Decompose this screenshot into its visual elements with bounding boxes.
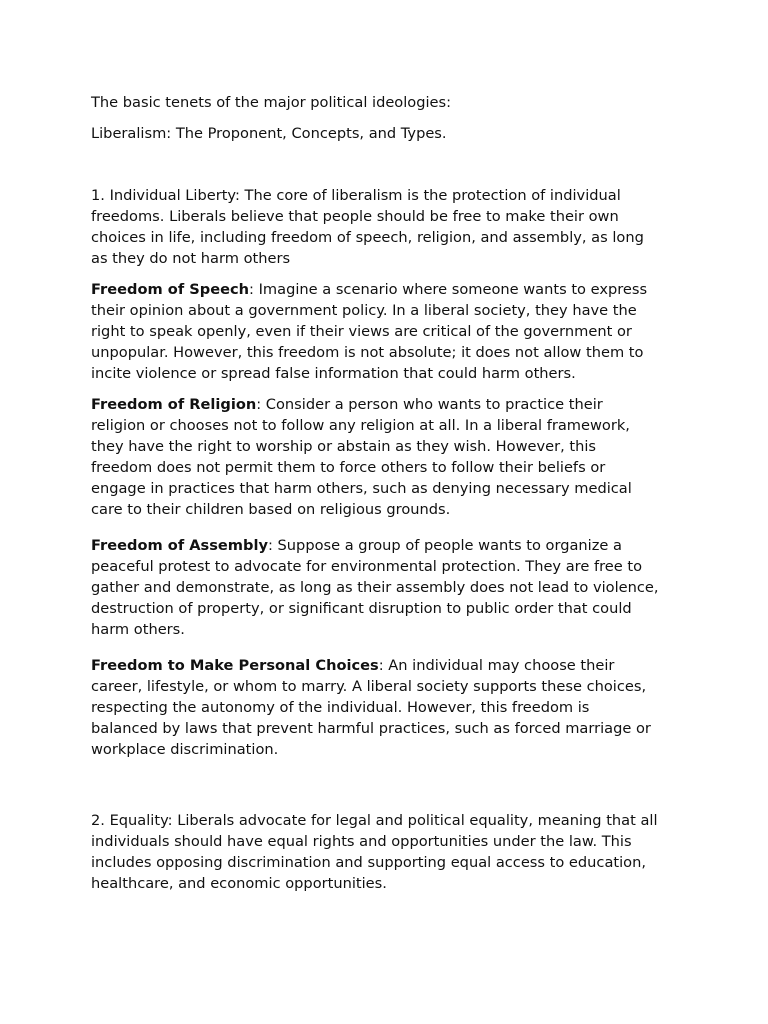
text-freedom-of-religion: : Consider a person who wants to practice their religion or chooses not to follow any religion at all. In a liberal framework, they have the right to worship or abstain as they wish. However, this freedom does not permit them to force others to follow their beliefs or engage in practices that harm others, such as denying necessary medical care to their children based on religious grounds. bbox=[91, 396, 632, 518]
term-freedom-personal-choices: Freedom to Make Personal Choices bbox=[91, 657, 379, 674]
term-freedom-of-speech: Freedom of Speech bbox=[91, 281, 250, 298]
text-freedom-personal-choices: : An individual may choose their career, lifestyle, or whom to marry. A liberal society supports these choices, respecting the autonomy of the individual. However, this freedom is balanced by laws that prevent harmful practices, such as forced marriage or workplace discrimination. bbox=[91, 657, 651, 758]
text-freedom-of-speech: : Imagine a scenario where someone wants to express their opinion about a government policy. In a liberal society, they have the right to speak openly, even if their views are critical of the government or unpopular. However, this freedom is not absolute; it does not allow them to incite violence or spread false information that could harm others. bbox=[91, 281, 648, 382]
paragraph-freedom-personal-choices bbox=[91, 655, 691, 760]
section-individual-liberty: 1. Individual Liberty: The core of liberalism is the protection of individual freedoms. Liberals believe that people should be free to make their own choices in life, including freedom of speech, religion, and assembly, as long as they do not harm others bbox=[91, 187, 644, 267]
paragraph-freedom-of-assembly bbox=[91, 535, 691, 640]
document-subheading: Liberalism: The Proponent, Concepts, and Types. bbox=[91, 125, 447, 142]
paragraph-freedom-of-religion bbox=[91, 394, 691, 520]
document-page bbox=[91, 92, 691, 894]
term-freedom-of-religion: Freedom of Religion bbox=[91, 396, 257, 413]
section-equality: 2. Equality: Liberals advocate for legal and political equality, meaning that all individuals should have equal rights and opportunities under the law. This includes opposing discrimination and supporting equal access to education, healthcare, and economic opportunities. bbox=[91, 812, 658, 892]
text-freedom-of-assembly: : Suppose a group of people wants to organize a peaceful protest to advocate for environmental protection. They are free to gather and demonstrate, as long as their assembly does not lead to violence, destruction of property, or significant disruption to public order that could harm others. bbox=[91, 537, 659, 638]
paragraph-freedom-of-speech bbox=[91, 279, 691, 384]
document-heading: The basic tenets of the major political ideologies: bbox=[91, 94, 452, 111]
term-freedom-of-assembly: Freedom of Assembly bbox=[91, 537, 268, 554]
